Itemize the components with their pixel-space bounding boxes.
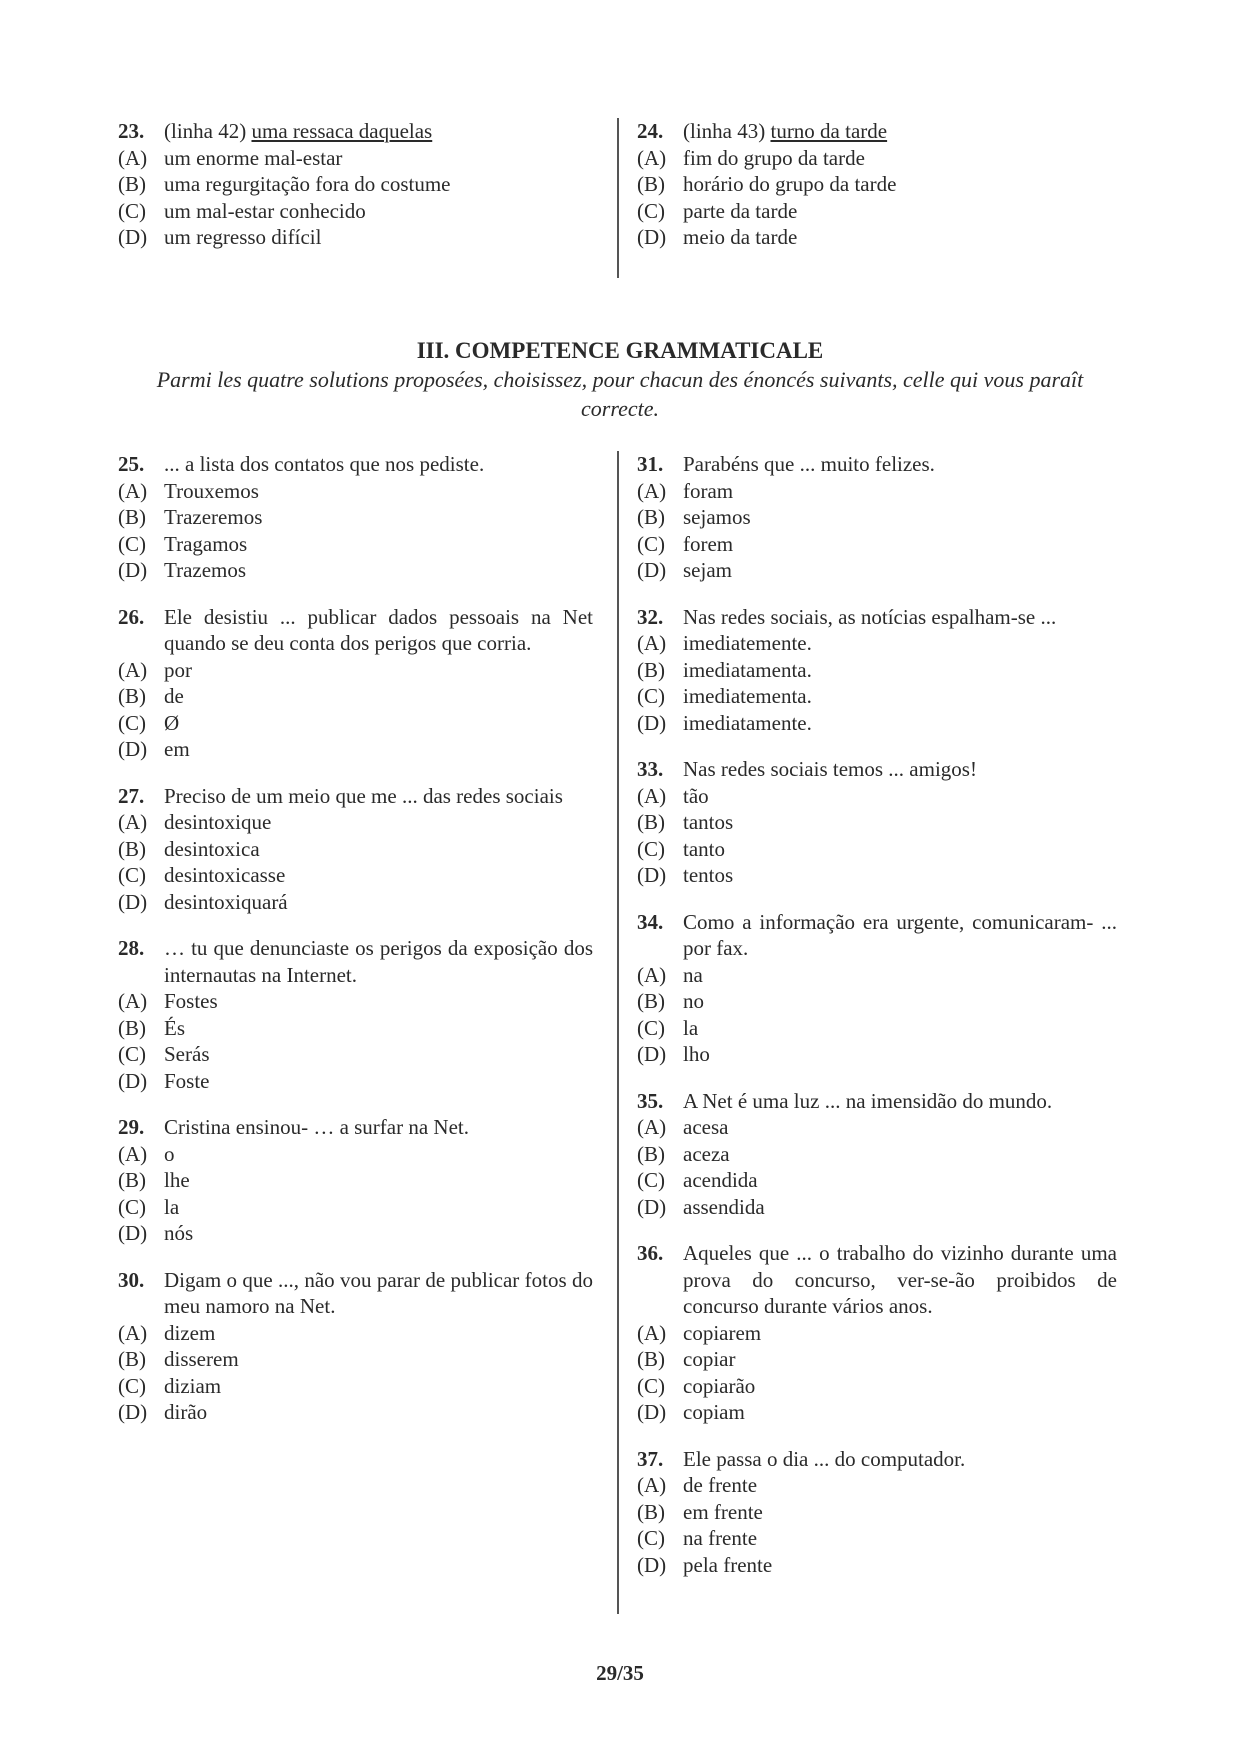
option-text: desintoxicasse — [164, 863, 286, 887]
option-text: Trazemos — [164, 558, 247, 582]
option-label: (A) — [637, 1320, 667, 1345]
question-35 — [637, 1088, 1117, 1221]
option-b — [118, 1015, 593, 1042]
option-d — [118, 736, 593, 763]
option-text: de — [164, 684, 184, 708]
question-number: 27. — [118, 783, 145, 808]
option-text: na frente — [683, 1526, 758, 1550]
option-b — [118, 504, 593, 531]
question-stem: Digam o que ..., não vou parar de publicar fotos do meu namoro na Net. — [164, 1267, 593, 1318]
question-stem: Cristina ensinou- … a surfar na Net. — [164, 1115, 470, 1139]
question-25 — [118, 451, 593, 584]
option-text: Trazeremos — [164, 505, 263, 529]
option-label: (D) — [118, 1068, 148, 1093]
option-label: (B) — [118, 684, 146, 708]
option-label: (D) — [118, 558, 148, 582]
option-label: (D) — [118, 1400, 148, 1424]
question-number: 33. — [637, 757, 664, 781]
question-prefix: (linha 42) — [164, 119, 247, 143]
option-c — [118, 1373, 593, 1400]
option-label: (B) — [637, 657, 665, 682]
question-31 — [637, 451, 1117, 584]
option-text: diziam — [164, 1373, 222, 1398]
question-stem: Nas redes sociais, as notícias espalham-se ... — [683, 604, 1057, 629]
page-number: 29/35 — [596, 1661, 644, 1685]
option-text: Foste — [164, 1068, 210, 1093]
question-stem: Parabéns que ... muito felizes. — [683, 452, 935, 476]
question-33 — [637, 756, 1117, 889]
option-text: copiam — [683, 1400, 745, 1424]
option-text: Ø — [164, 710, 180, 735]
option-label: (A) — [118, 657, 148, 682]
question-stem: Preciso de um meio que me ... das redes sociais — [164, 783, 563, 808]
option-d — [637, 1399, 1117, 1426]
question-number: 23. — [118, 119, 145, 143]
option-text: assendida — [683, 1194, 765, 1219]
option-text: sejamos — [683, 505, 751, 529]
question-stem: ... a lista dos contatos que nos pediste. — [164, 452, 485, 476]
option-label: (C) — [118, 531, 146, 556]
question-stem: Ele passa o dia ... do computador. — [683, 1446, 966, 1471]
question-23 — [118, 118, 593, 251]
option-label: (C) — [118, 1194, 146, 1219]
option-label: (C) — [637, 1015, 665, 1040]
option-a: (A) fim do grupo da tarde — [637, 145, 865, 170]
option-label: (B) — [637, 1347, 665, 1371]
option-c — [637, 836, 1117, 863]
option-c — [637, 1373, 1117, 1400]
option-label: (C) — [118, 863, 146, 887]
option-d: (D) um regresso difícil — [118, 225, 322, 249]
option-b — [637, 809, 1117, 836]
option-c — [118, 531, 593, 558]
left-question-column — [118, 451, 593, 1426]
option-a — [118, 988, 593, 1015]
question-28 — [118, 935, 593, 1094]
option-label: (A) — [118, 478, 148, 503]
question-number: 25. — [118, 452, 145, 476]
option-text: Fostes — [164, 989, 218, 1013]
option-b — [637, 1141, 1117, 1168]
option-label: (A) — [118, 1141, 148, 1166]
option-b — [118, 1346, 593, 1373]
option-text: tão — [683, 783, 709, 808]
option-text: em frente — [683, 1499, 763, 1524]
option-text: copiar — [683, 1347, 736, 1371]
option-label: (D) — [118, 889, 148, 914]
option-text: acendida — [683, 1168, 758, 1192]
option-text: imediatemente. — [683, 631, 812, 655]
option-a — [637, 783, 1117, 810]
option-b — [118, 836, 593, 863]
option-label: (A) — [637, 962, 667, 987]
option-c: (C) um mal-estar conhecido — [118, 198, 366, 223]
option-text: nós — [164, 1221, 194, 1245]
option-text: imediatementa. — [683, 684, 812, 708]
option-text: acesa — [683, 1115, 729, 1139]
option-label: (B) — [637, 1499, 665, 1524]
option-a — [637, 630, 1117, 657]
option-b: (B) horário do grupo da tarde — [637, 172, 897, 196]
question-number: 37. — [637, 1446, 664, 1471]
option-label: (C) — [637, 1373, 665, 1398]
option-text: forem — [683, 531, 734, 556]
option-label: (D) — [637, 1400, 667, 1424]
option-b — [637, 1346, 1117, 1373]
option-label: (C) — [637, 1526, 665, 1550]
question-36 — [637, 1240, 1117, 1426]
option-label: (B) — [118, 836, 146, 861]
option-label: (D) — [637, 1042, 667, 1066]
option-label: (A) — [118, 989, 148, 1013]
option-label: (C) — [118, 710, 146, 735]
section-title: III. COMPETENCE GRAMMATICALE — [416, 338, 824, 363]
option-text: la — [683, 1015, 699, 1040]
option-c: (C) parte da tarde — [637, 198, 798, 223]
option-text: lho — [683, 1042, 710, 1066]
option-a — [118, 1320, 593, 1347]
question-prefix: (linha 43) — [683, 119, 766, 143]
question-26 — [118, 604, 593, 763]
option-text: És — [164, 1015, 185, 1040]
question-number: 26. — [118, 604, 145, 629]
option-label: (A) — [637, 631, 667, 655]
question-30 — [118, 1267, 593, 1426]
option-b — [637, 988, 1117, 1015]
option-a — [118, 657, 593, 684]
option-text: Trouxemos — [164, 478, 259, 503]
option-text: tentos — [683, 863, 734, 887]
option-b — [637, 657, 1117, 684]
option-d — [637, 862, 1117, 889]
option-text: de frente — [683, 1473, 758, 1497]
column-divider-top — [617, 118, 619, 278]
question-34 — [637, 909, 1117, 1068]
option-a — [637, 1472, 1117, 1499]
option-label: (D) — [118, 737, 148, 761]
option-d — [637, 557, 1117, 584]
option-text: pela frente — [683, 1552, 773, 1577]
option-label: (A) — [637, 478, 667, 503]
option-c — [637, 1525, 1117, 1552]
option-label: (D) — [637, 558, 667, 582]
question-37 — [637, 1446, 1117, 1579]
option-text: desintoxiquará — [164, 889, 288, 914]
option-label: (D) — [637, 1552, 667, 1577]
option-b — [118, 1167, 593, 1194]
option-label: (B) — [118, 1168, 146, 1192]
option-a — [118, 478, 593, 505]
option-b — [637, 1499, 1117, 1526]
option-c — [637, 1015, 1117, 1042]
option-label: (C) — [637, 684, 665, 708]
option-label: (C) — [637, 836, 665, 861]
option-text: dizem — [164, 1320, 216, 1345]
option-label: (D) — [118, 1221, 148, 1245]
question-number: 35. — [637, 1088, 664, 1113]
option-c — [118, 710, 593, 737]
option-text: copiarão — [683, 1373, 756, 1398]
question-32 — [637, 604, 1117, 737]
question-stem: Nas redes sociais temos ... amigos! — [683, 757, 977, 781]
option-d — [118, 1068, 593, 1095]
option-label: (B) — [118, 1015, 146, 1040]
option-label: (A) — [118, 1320, 148, 1345]
option-b — [637, 504, 1117, 531]
option-d: (D) meio da tarde — [637, 225, 798, 249]
option-label: (D) — [637, 863, 667, 887]
option-text: disserem — [164, 1347, 239, 1371]
underlined-phrase: turno da tarde — [770, 119, 888, 143]
option-d — [118, 557, 593, 584]
option-a — [637, 478, 1117, 505]
question-number: 24. — [637, 119, 664, 143]
option-d — [118, 1399, 593, 1426]
option-label: (C) — [637, 531, 665, 556]
option-a — [118, 809, 593, 836]
option-text: copiarem — [683, 1320, 762, 1345]
question-stem: Ele desistiu ... publicar dados pessoais na Net quando se deu conta dos perigos que corria. — [164, 604, 593, 655]
question-stem: Como a informação era urgente, comunicaram- ... por fax. — [683, 909, 1117, 960]
option-label: (B) — [637, 810, 665, 834]
question-number: 34. — [637, 909, 664, 934]
column-divider-main — [617, 451, 619, 1614]
option-text: desintoxique — [164, 810, 272, 834]
option-label: (B) — [637, 505, 665, 529]
option-text: por — [164, 657, 192, 682]
question-number: 36. — [637, 1241, 664, 1265]
question-24 — [637, 118, 1117, 251]
option-c — [637, 1167, 1117, 1194]
option-text: na — [683, 962, 703, 987]
option-label: (B) — [118, 505, 146, 529]
question-number: 30. — [118, 1267, 145, 1292]
option-label: (A) — [637, 1473, 667, 1497]
underlined-phrase: uma ressaca daquelas — [251, 119, 433, 143]
option-text: Tragamos — [164, 531, 248, 556]
option-a — [118, 1141, 593, 1168]
option-label: (B) — [118, 1347, 146, 1371]
option-text: tanto — [683, 836, 725, 861]
question-27 — [118, 783, 593, 916]
option-text: em — [164, 737, 190, 761]
option-label: (D) — [637, 710, 667, 735]
option-a — [637, 1320, 1117, 1347]
question-stem: Aqueles que ... o trabalho do vizinho durante uma prova do concurso, ver-se-ão proibidos de concurso durante vários anos. — [683, 1241, 1117, 1318]
option-text: Serás — [164, 1042, 210, 1066]
option-c — [118, 1194, 593, 1221]
option-c — [118, 1041, 593, 1068]
option-d — [637, 1552, 1117, 1579]
option-text: o — [164, 1141, 175, 1166]
option-d — [118, 889, 593, 916]
question-number: 28. — [118, 936, 145, 960]
section-instructions: Parmi les quatre solutions proposées, choisissez, pour chacun des énoncés suivants, celle qui vous paraît correcte. — [156, 367, 1084, 421]
option-a — [637, 962, 1117, 989]
option-label: (C) — [637, 1168, 665, 1192]
option-label: (A) — [637, 783, 667, 808]
option-text: foram — [683, 478, 734, 503]
option-b — [118, 683, 593, 710]
question-stem: A Net é uma luz ... na imensidão do mundo. — [683, 1088, 1053, 1113]
option-label: (A) — [118, 810, 148, 834]
option-c — [118, 862, 593, 889]
option-text: tantos — [683, 810, 734, 834]
option-text: no — [683, 989, 704, 1013]
option-text: desintoxica — [164, 836, 260, 861]
option-label: (C) — [118, 1042, 146, 1066]
option-d — [637, 710, 1117, 737]
question-number: 32. — [637, 604, 664, 629]
option-label: (B) — [637, 989, 665, 1013]
option-c — [637, 683, 1117, 710]
option-label: (D) — [637, 1194, 667, 1219]
option-text: dirão — [164, 1400, 208, 1424]
question-number: 31. — [637, 452, 664, 476]
question-stem: … tu que denunciaste os perigos da exposição dos internautas na Internet. — [164, 936, 593, 987]
option-label: (C) — [118, 1373, 146, 1398]
option-c — [637, 531, 1117, 558]
right-question-column — [637, 451, 1117, 1578]
option-text: aceza — [683, 1141, 730, 1166]
option-a — [637, 1114, 1117, 1141]
option-a: (A) um enorme mal-estar — [118, 145, 343, 170]
option-d — [118, 1220, 593, 1247]
option-text: sejam — [683, 558, 732, 582]
option-b: (B) uma regurgitação fora do costume — [118, 172, 451, 196]
option-d — [637, 1194, 1117, 1221]
option-text: imediatamente. — [683, 710, 812, 735]
option-text: imediatamenta. — [683, 657, 812, 682]
option-text: la — [164, 1194, 180, 1219]
option-label: (A) — [637, 1115, 667, 1139]
question-number: 29. — [118, 1115, 145, 1139]
option-label: (B) — [637, 1141, 665, 1166]
question-29 — [118, 1114, 593, 1247]
option-text: lhe — [164, 1168, 190, 1192]
option-d — [637, 1041, 1117, 1068]
